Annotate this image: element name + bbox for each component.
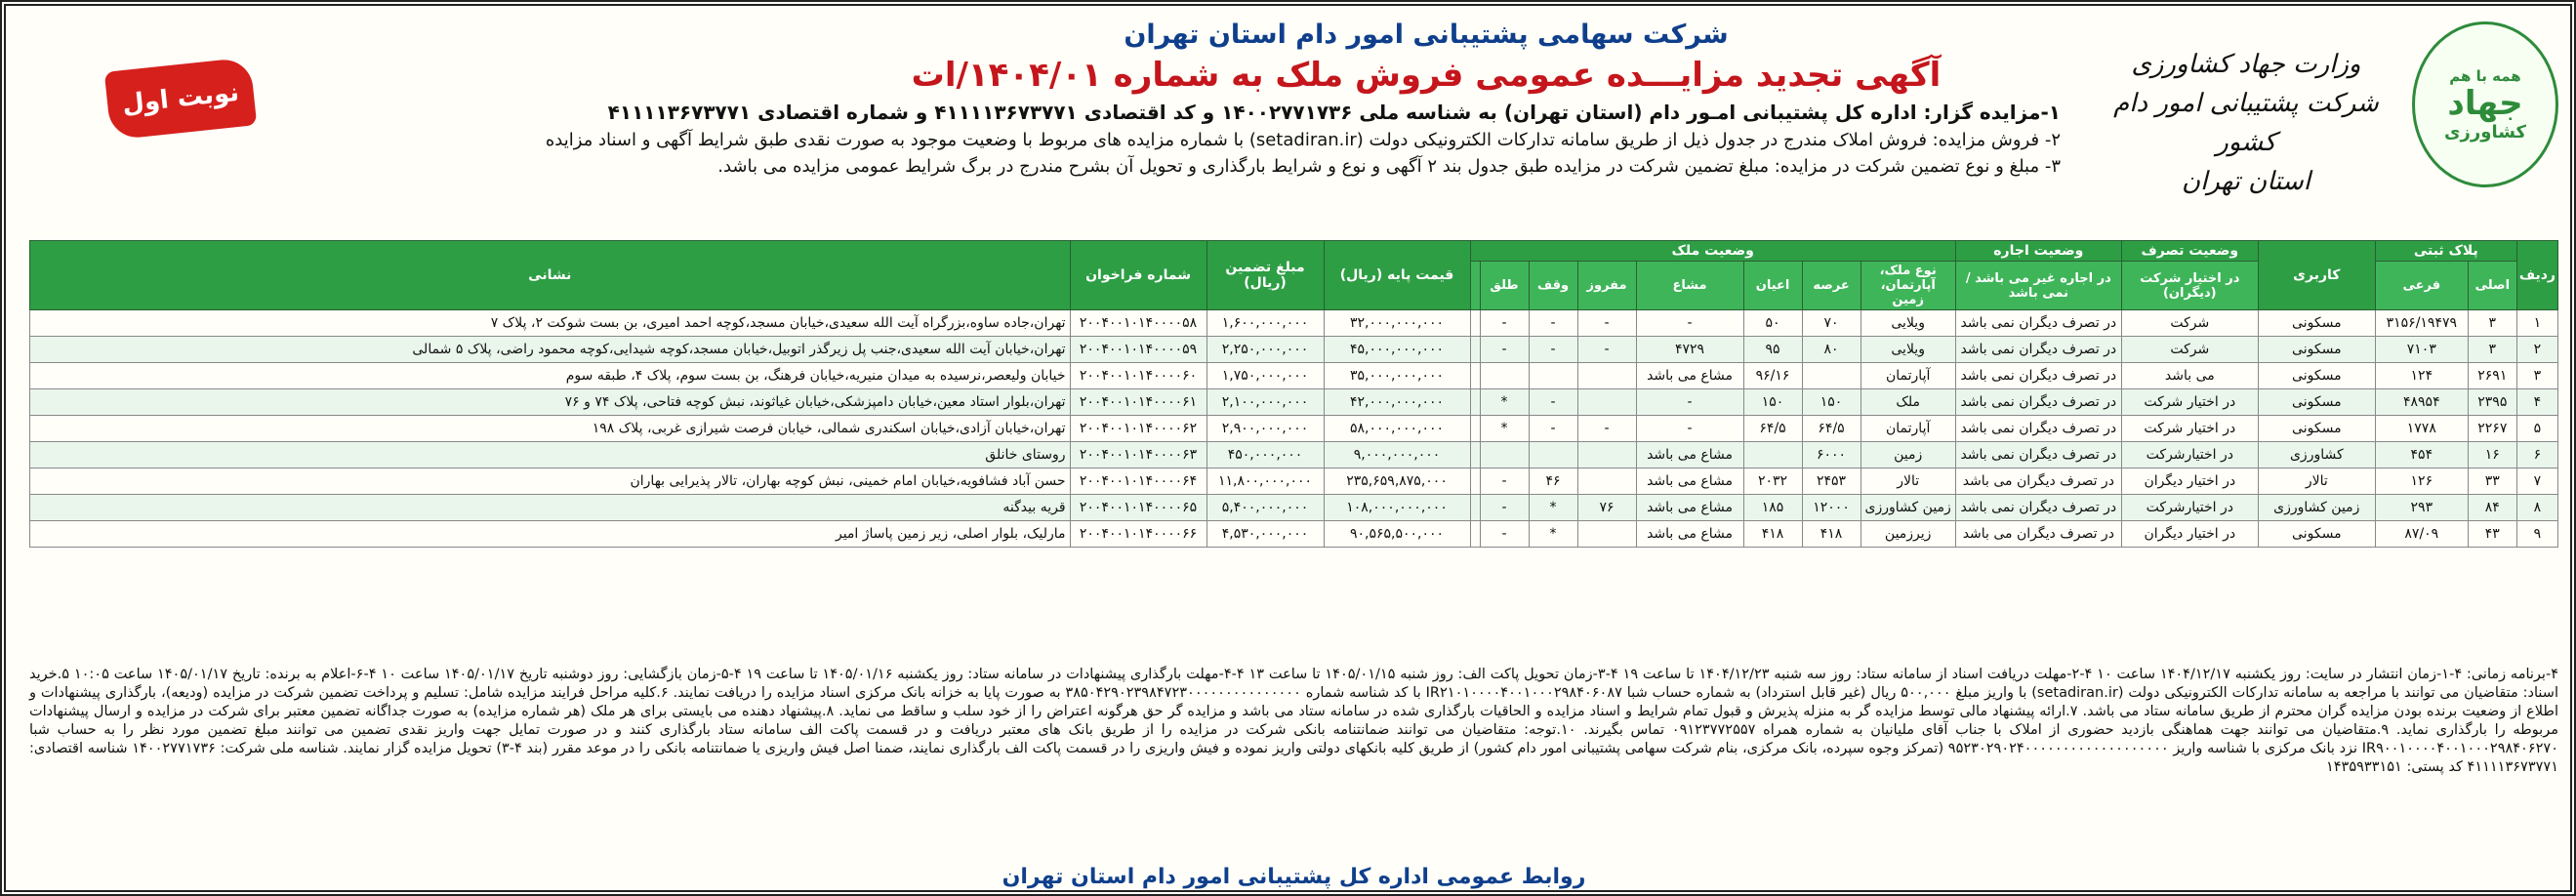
cell-noe: ویلایی <box>1860 310 1955 337</box>
cell-vaqf <box>1529 442 1577 468</box>
notes-paragraph: ۴-برنامه زمانی: ۴-۱-زمان انتشار در سایت: روز یکشنبه ۱۴۰۴/۱۲/۱۷ ساعت ۱۰ ۴-۲-مهلت دریافت اسناد از سامانه ستاد: روز سه شنبه ۱۴۰۴/۱۲/۲۳ تا ساعت ۱۹ ۴-۳-زمان تحویل پاکت الف: روز شنبه ۱۴۰۵/۰۱/۱۵ تا ساعت ۱۳ ۴-۴-مهلت بارگذاری پیشنهادات در سامانه ستاد: روز یکشنبه ۱۴۰۵/۰۱/۱۶ تا ساعت ۱۹ ۴-۵-زمان بازگشایی: روز دوشنبه تاریخ ۱۴۰۵/۰۱/۱۷ ساعت ۱۰ ۴-۶-اعلام به برنده: تاریخ ۱۴۰۵/۰۱/۱۷ ساعت ۱۰:۰۵ ۵.خرید اسناد: متقاضیان می توانند با مراجعه به سامانه تدارکات الکترونیکی دولت (setadiran.ir) با واریز مبلغ ۵۰۰,۰۰۰ ریال (غیر قابل استرداد) به شماره حساب شبا IR۲۱۰۱۰۰۰۰۴۰۰۱۰۰۰۲۹۸۴۰۶۰۸۷ با کد شناسه شماره ۳۸۵۰۴۲۹۰۲۳۹۸۴۷۲۳۰۰۰۰۰۰۰۰۰۰۰۰۰۰۰ به صورت پایا به خزانه بانک مرکزی اسناد مزایده را دریافت نمایند. ۶.کلیه مراحل فرایند مزایده شامل: تسلیم و پرداخت تضمین شرکت در مزایده (ودیعه)، بارگذاری پیشنهادات و اطلاع از وضعیت برنده بودن مزایده گران محترم از طریق سامانه ستاد می باشد. ۷.ارائه پیشنهاد مالی توسط مزایده گر به منزله پذیرش و قبول تمام شرایط و اسناد مزایده و الحاقیات بارگذاری شده در سامانه ستاد می باشد و مزایده گر حق هرگونه اعتراض را از خود سلب و ساقط می نماید. ۸.پیشنهاد دهنده می بایستی برای هر ملک (هر شماره مزایده) به صورت جداگانه تضمین معتبر برای شرکت در مزایده و ارسال پیشنهادات مربوطه را بارگذاری نماید. ۹.متقاضیان می توانند جهت هماهنگی بازدید حضوری از املاک با جناب آقای ملیانیان به شماره همراه ۰۹۱۲۳۷۷۲۵۵۷ تماس بگیرند. ۱۰.توجه: متقاضیان می توانند ضمانتنامه بانکی شرکت در مزایده را از طریق بانک های معتبر دریافت و در قسمت پاکت الف سامانه ستاد بارگذاری کنند و در صورت تمایل جهت واریز نقدی تضمین می توانند مبلغ تضمین مورد نظر را به حساب شبا IR۹۰۰۱۰۰۰۰۴۰۰۱۰۰۰۲۹۸۴۰۶۲۷۰ نزد بانک مرکزی با شناسه واریز ۹۵۲۳۰۲۹۰۲۴۰۰۰۰۰۰۰۰۰۰۰۰۰۰۰۰۰۰۰ (تمرکز وجوه سپرده، بانک مرکزی، بنام شرکت سهامی پشتیبانی امور دام کشور) از طریق کلیه بانکهای دولتی واریز نموده و فیش واریزی را در قسمت پاکت الف بارگذاری نمایند، ضمنا اصل فیش واریزی یا ضمانتنامه بانکی را در موعد مقرر (بند ۴-۳) تحویل مزایده گزار نمایند. شناسه ملی شرکت: ۱۴۰۰۲۷۷۱۷۳۶ شناسه اقتصادی: ۴۱۱۱۱۳۶۷۳۷۷۱ کد پستی: ۱۴۳۵۹۳۳۱۵۱ <box>29 667 2559 775</box>
cell-farakhan: ۲۰۰۴۰۰۱۰۱۴۰۰۰۰۶۶ <box>1070 521 1206 548</box>
cell-talq: - <box>1480 495 1529 521</box>
cell-talq <box>1480 442 1529 468</box>
cell-karbari: مسکونی <box>2258 521 2375 548</box>
cell-talq: * <box>1480 389 1529 416</box>
cell-mosha: مشاع می باشد <box>1636 468 1743 495</box>
cell-vaqf: * <box>1529 495 1577 521</box>
col-noe: نوع ملک، آپارتمان، زمین <box>1860 262 1955 310</box>
col-row: ردیف <box>2516 241 2557 310</box>
col-ejare-sub: در اجاره غیر می باشد / نمی باشد <box>1955 262 2121 310</box>
cell-arse: ۷۰ <box>1802 310 1860 337</box>
cell-ejare: در تصرف دیگران نمی باشد <box>1955 495 2121 521</box>
cell-r: ۸ <box>2516 495 2557 521</box>
table-row <box>30 389 2558 416</box>
company-title: شرکت سهامی پشتیبانی امور دام استان تهران <box>1124 20 1729 50</box>
cell-asli: ۳۳ <box>2468 468 2516 495</box>
cell-talq: - <box>1480 310 1529 337</box>
cell-ejare: در تصرف دیگران نمی باشد <box>1955 363 2121 389</box>
cell-fari: ۲۹۳ <box>2375 495 2468 521</box>
cell-neshani: تهران،خیابان آیت الله سعیدی،جنب پل زیرگذر اتوبیل،خیابان مسجد،کوچه شیدایی،کوچه محمود راضی، پلاک ۵ شمالی <box>30 337 1071 363</box>
col-gheymat: قیمت پایه (ریال) <box>1324 241 1470 310</box>
cell-karbari: مسکونی <box>2258 363 2375 389</box>
cell-noe: ویلایی <box>1860 337 1955 363</box>
cell-farakhan: ۲۰۰۴۰۰۱۰۱۴۰۰۰۰۶۲ <box>1070 416 1206 442</box>
cell-neshani: خیابان ولیعصر،نرسیده به میدان منیریه،خیابان فرهنگ، بن بست سوم، پلاک ۴، طبقه سوم <box>30 363 1071 389</box>
cell-asli: ۴۳ <box>2468 521 2516 548</box>
cell-gheymat: ۵۸,۰۰۰,۰۰۰,۰۰۰ <box>1324 416 1470 442</box>
cell-ejare: در تصرف دیگران نمی باشد <box>1955 442 2121 468</box>
cell-tazmin: ۲,۱۰۰,۰۰۰,۰۰۰ <box>1206 389 1324 416</box>
cell-gheymat: ۳۲,۰۰۰,۰۰۰,۰۰۰ <box>1324 310 1470 337</box>
cell-noe: زیرزمین <box>1860 521 1955 548</box>
cell-ayan: ۴۱۸ <box>1743 521 1802 548</box>
cell-r: ۷ <box>2516 468 2557 495</box>
cell-vaqf: ۴۶ <box>1529 468 1577 495</box>
main-title: آگهی تجدید مزایـــده عمومی فروش ملک به شماره ۱۴۰۴/۰۱/ات <box>911 56 1942 95</box>
cell-talq: - <box>1480 337 1529 363</box>
cell-tasarof: در اختیار شرکت <box>2121 416 2258 442</box>
cell-neshani: قریه بیدگنه <box>30 495 1071 521</box>
cell-ejare: در تصرف دیگران نمی باشد <box>1955 310 2121 337</box>
col-arse: عرصه <box>1802 262 1860 310</box>
cell-neshani: حسن آباد فشافویه،خیابان امام خمینی، نبش کوچه بهاران، تالار پذیرایی بهاران <box>30 468 1071 495</box>
col-ejare: وضعیت اجاره <box>1955 241 2121 262</box>
col-karbari: کاربری <box>2258 241 2375 310</box>
cell-ejare: در تصرف دیگران می باشد <box>1955 521 2121 548</box>
cell-ayan: ۱۵۰ <box>1743 389 1802 416</box>
cell-tasarof: می باشد <box>2121 363 2258 389</box>
header <box>20 16 2568 238</box>
cell-vaqf: - <box>1529 337 1577 363</box>
cell-talq: - <box>1480 521 1529 548</box>
col-fari: فرعی <box>2375 262 2468 310</box>
cell-mafruz <box>1577 442 1636 468</box>
cell-arse: ۸۰ <box>1802 337 1860 363</box>
cell-vaqf: * <box>1529 521 1577 548</box>
cell-sp <box>1470 310 1480 337</box>
table-row <box>30 521 2558 548</box>
cell-farakhan: ۲۰۰۴۰۰۱۰۱۴۰۰۰۰۶۴ <box>1070 468 1206 495</box>
cell-asli: ۳ <box>2468 310 2516 337</box>
cell-noe: ملک <box>1860 389 1955 416</box>
org-line-3: استان تهران <box>2181 167 2311 196</box>
cell-ejare: در تصرف دیگران نمی باشد <box>1955 337 2121 363</box>
cell-sp <box>1470 442 1480 468</box>
guarantee-line: ۳- مبلغ و نوع تضمین شرکت در مزایده: مبلغ تضمین شرکت در مزایده طبق جدول بند ۲ آگهی و نوع و شرایط بارگذاری و تحویل آن بشرح مندرج در برگ شرایط عمومی مزایده می باشد. <box>717 156 2061 177</box>
cell-r: ۶ <box>2516 442 2557 468</box>
cell-neshani: تهران،جاده ساوه،بزرگراه آیت الله سعیدی،خیابان مسجد،کوچه احمد امیری، بن بست شوکت ۲، پلاک ۷ <box>30 310 1071 337</box>
cell-mafruz: - <box>1577 310 1636 337</box>
cell-tasarof: در اختیار دیگران <box>2121 521 2258 548</box>
cell-mafruz: - <box>1577 416 1636 442</box>
cell-ejare: در تصرف دیگران می باشد <box>1955 468 2121 495</box>
cell-mafruz: ۷۶ <box>1577 495 1636 521</box>
col-vaqf: وقف <box>1529 262 1577 310</box>
cell-karbari: مسکونی <box>2258 416 2375 442</box>
jahad-logo <box>2412 21 2558 187</box>
cell-tazmin: ۵,۴۰۰,۰۰۰,۰۰۰ <box>1206 495 1324 521</box>
cell-gheymat: ۳۵,۰۰۰,۰۰۰,۰۰۰ <box>1324 363 1470 389</box>
cell-fari: ۳۱۵۶/۱۹۴۷۹ <box>2375 310 2468 337</box>
cell-r: ۲ <box>2516 337 2557 363</box>
cell-mafruz: - <box>1577 337 1636 363</box>
table-row <box>30 442 2558 468</box>
cell-farakhan: ۲۰۰۴۰۰۱۰۱۴۰۰۰۰۵۸ <box>1070 310 1206 337</box>
col-tasarof: وضعیت تصرف <box>2121 241 2258 262</box>
cell-noe: تالار <box>1860 468 1955 495</box>
cell-vaqf: - <box>1529 310 1577 337</box>
cell-karbari: مسکونی <box>2258 310 2375 337</box>
table-body <box>30 310 2558 548</box>
cell-fari: ۷۱۰۳ <box>2375 337 2468 363</box>
cell-sp <box>1470 389 1480 416</box>
col-mafruz: مفروز <box>1577 262 1636 310</box>
cell-mosha: ۴۷۲۹ <box>1636 337 1743 363</box>
cell-gheymat: ۹۰,۵۶۵,۵۰۰,۰۰۰ <box>1324 521 1470 548</box>
cell-tazmin: ۴,۵۳۰,۰۰۰,۰۰۰ <box>1206 521 1324 548</box>
logo-sub-text: کشاورزی <box>2444 121 2526 143</box>
cell-asli: ۳ <box>2468 337 2516 363</box>
cell-fari: ۴۵۴ <box>2375 442 2468 468</box>
cell-neshani: روستای خانلق <box>30 442 1071 468</box>
cell-arse: ۴۱۸ <box>1802 521 1860 548</box>
col-tasarof-sub: در اختیار شرکت (دیگران) <box>2121 262 2258 310</box>
col-plak: پلاک ثبتی <box>2375 241 2516 262</box>
cell-mosha: - <box>1636 389 1743 416</box>
properties-table <box>29 240 2558 548</box>
table-row <box>30 468 2558 495</box>
table-row <box>30 363 2558 389</box>
cell-arse: ۶۰۰۰ <box>1802 442 1860 468</box>
cell-mosha: مشاع می باشد <box>1636 442 1743 468</box>
col-ayan: اعیان <box>1743 262 1802 310</box>
table-row <box>30 416 2558 442</box>
cell-arse: ۶۴/۵ <box>1802 416 1860 442</box>
cell-r: ۵ <box>2516 416 2557 442</box>
first-round-badge: نوبت اول <box>104 57 257 140</box>
cell-talq: - <box>1480 468 1529 495</box>
cell-talq: * <box>1480 416 1529 442</box>
cell-vaqf: - <box>1529 416 1577 442</box>
cell-tazmin: ۲,۲۵۰,۰۰۰,۰۰۰ <box>1206 337 1324 363</box>
cell-gheymat: ۴۲,۰۰۰,۰۰۰,۰۰۰ <box>1324 389 1470 416</box>
cell-mosha: - <box>1636 310 1743 337</box>
cell-arse: ۱۵۰ <box>1802 389 1860 416</box>
cell-mafruz <box>1577 389 1636 416</box>
cell-fari: ۴۸۹۵۴ <box>2375 389 2468 416</box>
org-line-2: شرکت پشتیبانی امور دام کشور <box>2113 89 2379 157</box>
cell-karbari: تالار <box>2258 468 2375 495</box>
cell-fari: ۱۲۶ <box>2375 468 2468 495</box>
cell-arse: ۱۲۰۰۰ <box>1802 495 1860 521</box>
cell-arse: ۲۴۵۳ <box>1802 468 1860 495</box>
cell-ayan: ۹۶/۱۶ <box>1743 363 1802 389</box>
cell-ayan: ۵۰ <box>1743 310 1802 337</box>
cell-ayan: ۹۵ <box>1743 337 1802 363</box>
cell-asli: ۲۲۶۷ <box>2468 416 2516 442</box>
cell-fari: ۸۷/۰۹ <box>2375 521 2468 548</box>
cell-vaqf: - <box>1529 389 1577 416</box>
col-neshani: نشانی <box>30 241 1071 310</box>
cell-asli: ۲۳۹۵ <box>2468 389 2516 416</box>
cell-ejare: در تصرف دیگران نمی باشد <box>1955 389 2121 416</box>
cell-gheymat: ۴۵,۰۰۰,۰۰۰,۰۰۰ <box>1324 337 1470 363</box>
col-farakhan: شماره فراخوان <box>1070 241 1206 310</box>
cell-farakhan: ۲۰۰۴۰۰۱۰۱۴۰۰۰۰۶۵ <box>1070 495 1206 521</box>
cell-mosha: مشاع می باشد <box>1636 521 1743 548</box>
cell-r: ۹ <box>2516 521 2557 548</box>
cell-tasarof: در اختیار دیگران <box>2121 468 2258 495</box>
cell-karbari: مسکونی <box>2258 389 2375 416</box>
cell-karbari: مسکونی <box>2258 337 2375 363</box>
cell-mosha: مشاع می باشد <box>1636 495 1743 521</box>
org-name-block <box>2100 45 2392 201</box>
cell-asli: ۱۶ <box>2468 442 2516 468</box>
cell-sp <box>1470 363 1480 389</box>
cell-noe: آپارتمان <box>1860 416 1955 442</box>
cell-mafruz <box>1577 363 1636 389</box>
cell-noe: زمین کشاورزی <box>1860 495 1955 521</box>
cell-farakhan: ۲۰۰۴۰۰۱۰۱۴۰۰۰۰۶۰ <box>1070 363 1206 389</box>
cell-sp <box>1470 416 1480 442</box>
table-row <box>30 310 2558 337</box>
cell-mosha: مشاع می باشد <box>1636 363 1743 389</box>
cell-r: ۴ <box>2516 389 2557 416</box>
cell-ayan: ۱۸۵ <box>1743 495 1802 521</box>
cell-fari: ۱۲۴ <box>2375 363 2468 389</box>
cell-r: ۳ <box>2516 363 2557 389</box>
auction-holder-line: ۱-مزایده گزار: اداره کل پشتیبانی امـور دام (استان تهران) به شناسه ملی ۱۴۰۰۲۷۷۱۷۳۶ و کد اقتصادی ۴۱۱۱۱۳۶۷۳۷۷۱ و شماره اقتصادی ۴۱۱۱۱۳۶۷۳۷۷۱ <box>607 101 2061 124</box>
cell-gheymat: ۱۰۸,۰۰۰,۰۰۰,۰۰۰ <box>1324 495 1470 521</box>
auction-sale-line: ۲- فروش مزایده: فروش املاک مندرج در جدول ذیل از طریق سامانه تدارکات الکترونیکی دولت (setadiran.ir) با شماره مزایده های مربوط با وضعیت موجود به صورت نقدی طبق شرایط آگهی و اسناد مزایده <box>545 130 2061 150</box>
logo-name: جهاد <box>2447 83 2523 123</box>
cell-sp <box>1470 521 1480 548</box>
col-talq: طلق <box>1480 262 1529 310</box>
footer-public-relations: روابط عمومی اداره کل پشتیبانی امور دام استان تهران <box>1002 865 1586 889</box>
cell-fari: ۱۷۷۸ <box>2375 416 2468 442</box>
cell-tasarof: در اختیار شرکت <box>2121 389 2258 416</box>
cell-tasarof: در اختیارشرکت <box>2121 495 2258 521</box>
cell-gheymat: ۲۳۵,۶۵۹,۸۷۵,۰۰۰ <box>1324 468 1470 495</box>
cell-ayan: ۲۰۳۲ <box>1743 468 1802 495</box>
cell-mafruz <box>1577 468 1636 495</box>
cell-sp <box>1470 495 1480 521</box>
cell-ejare: در تصرف دیگران نمی باشد <box>1955 416 2121 442</box>
table-row <box>30 495 2558 521</box>
col-melk: وضعیت ملک <box>1470 241 1955 262</box>
cell-tazmin: ۲,۹۰۰,۰۰۰,۰۰۰ <box>1206 416 1324 442</box>
cell-tasarof: شرکت <box>2121 337 2258 363</box>
org-line-1: وزارت جهاد کشاورزی <box>2131 50 2361 79</box>
table-row <box>30 337 2558 363</box>
cell-sp <box>1470 468 1480 495</box>
cell-karbari: زمین کشاورزی <box>2258 495 2375 521</box>
cell-neshani: تهران،خیابان آزادی،خیابان اسکندری شمالی، خیابان فرصت شیرازی غربی، پلاک ۱۹۸ <box>30 416 1071 442</box>
cell-tasarof: در اختیارشرکت <box>2121 442 2258 468</box>
cell-tazmin: ۱,۷۵۰,۰۰۰,۰۰۰ <box>1206 363 1324 389</box>
cell-tazmin: ۱۱,۸۰۰,۰۰۰,۰۰۰ <box>1206 468 1324 495</box>
col-tazmin: مبلغ تضمین (ریال) <box>1206 241 1324 310</box>
cell-asli: ۲۶۹۱ <box>2468 363 2516 389</box>
cell-noe: آپارتمان <box>1860 363 1955 389</box>
cell-farakhan: ۲۰۰۴۰۰۱۰۱۴۰۰۰۰۶۱ <box>1070 389 1206 416</box>
cell-noe: زمین <box>1860 442 1955 468</box>
cell-sp <box>1470 337 1480 363</box>
logo-top-text: همه با هم <box>2449 66 2521 85</box>
cell-talq <box>1480 363 1529 389</box>
cell-karbari: کشاورزی <box>2258 442 2375 468</box>
cell-arse <box>1802 363 1860 389</box>
cell-farakhan: ۲۰۰۴۰۰۱۰۱۴۰۰۰۰۵۹ <box>1070 337 1206 363</box>
cell-mafruz <box>1577 521 1636 548</box>
cell-ayan <box>1743 442 1802 468</box>
cell-farakhan: ۲۰۰۴۰۰۱۰۱۴۰۰۰۰۶۳ <box>1070 442 1206 468</box>
cell-vaqf <box>1529 363 1577 389</box>
cell-r: ۱ <box>2516 310 2557 337</box>
cell-tazmin: ۱,۶۰۰,۰۰۰,۰۰۰ <box>1206 310 1324 337</box>
cell-asli: ۸۴ <box>2468 495 2516 521</box>
col-mosha: مشاع <box>1636 262 1743 310</box>
title-block <box>545 20 2061 177</box>
cell-mosha: - <box>1636 416 1743 442</box>
col-asli: اصلی <box>2468 262 2516 310</box>
col-spacer <box>1470 262 1480 310</box>
cell-neshani: تهران،بلوار استاد معین،خیابان دامپزشکی،خیابان غیاثوند، نبش کوچه فتاحی، پلاک ۷۴ و ۷۶ <box>30 389 1071 416</box>
cell-tasarof: شرکت <box>2121 310 2258 337</box>
cell-ayan: ۶۴/۵ <box>1743 416 1802 442</box>
cell-tazmin: ۴۵۰,۰۰۰,۰۰۰ <box>1206 442 1324 468</box>
cell-gheymat: ۹,۰۰۰,۰۰۰,۰۰۰ <box>1324 442 1470 468</box>
cell-neshani: مارلیک، بلوار اصلی، زیر زمین پاساژ امیر <box>30 521 1071 548</box>
